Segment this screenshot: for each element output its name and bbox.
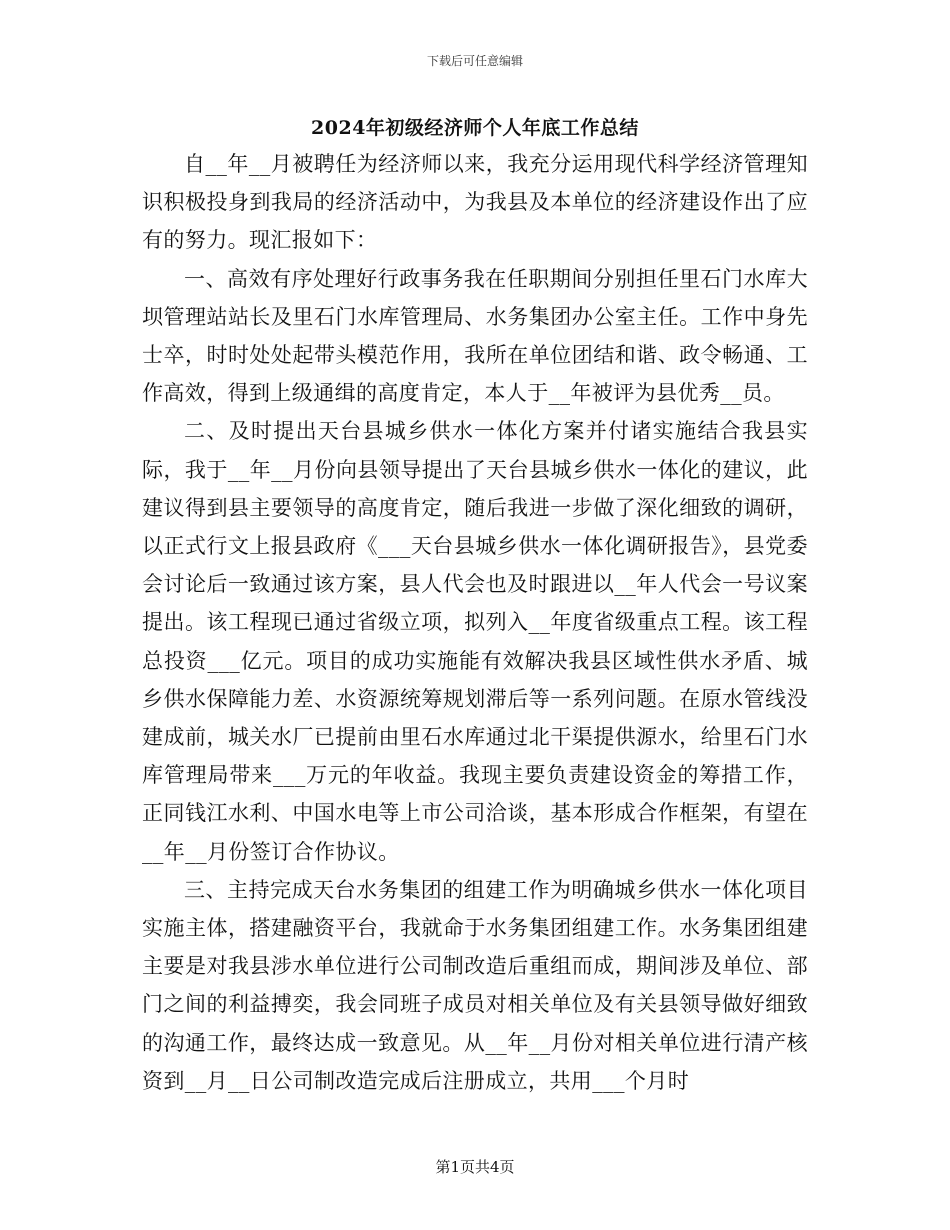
page-number: 第1页共4页 xyxy=(435,1158,515,1176)
paragraph-section-2: 二、及时提出天台县城乡供水一体化方案并付诸实施结合我县实际，我于__年__月份向县领导提出了天台县城乡供水一体化的建议，此建议得到县主要领导的高度肯定，随后我进一步做了深化细致的调研，以正式行文上报县政府《___天台县城乡供水一体化调研报告》，县党委会讨论后一致通过该方案，县人代会也及时跟进以__年人代会一号议案提出。该工程现已通过省级立项，拟列入__年度省级重点工程。该工程总投资___亿元。项目的成功实施能有效解决我县区域性供水矛盾、城乡供水保障能力差、水资源统筹规划滞后等一系列问题。在原水管线没建成前，城关水厂已提前由里石水库通过北干渠提供源水，给里石门水库管理局带来___万元的年收益。我现主要负责建设资金的筹措工作，正同钱江水利、中国水电等上市公司洽谈，基本形成合作框架，有望在__年__月份签订合作协议。 xyxy=(142,419,808,864)
header-note: 下载后可任意编辑 xyxy=(426,54,523,68)
document-body xyxy=(142,145,808,1100)
document-title: 2024年初级经济师个人年底工作总结 xyxy=(311,117,639,139)
paragraph-section-1: 一、高效有序处理好行政事务我在任职期间分别担任里石门水库大坝管理站站长及里石门水库管理局、水务集团办公室主任。工作中身先士卒，时时处处起带头模范作用，我所在单位团结和谐、政令畅通、工作高效，得到上级通缉的高度肯定，本人于__年被评为县优秀__员。 xyxy=(142,266,808,406)
paragraph-intro: 自__年__月被聘任为经济师以来，我充分运用现代科学经济管理知识积极投身到我局的经济活动中，为我县及本单位的经济建设作出了应有的努力。现汇报如下： xyxy=(142,152,808,253)
paragraph-section-3: 三、主持完成天台水务集团的组建工作为明确城乡供水一体化项目实施主体，搭建融资平台，我就命于水务集团组建工作。水务集团组建主要是对我县涉水单位进行公司制改造后重组而成，期间涉及单位、部门之间的利益搏奕，我会同班子成员对相关单位及有关县领导做好细致的沟通工作，最终达成一致意见。从__年__月份对相关单位进行清产核资到__月__日公司制改造完成后注册成立，共用___个月时 xyxy=(142,877,808,1093)
